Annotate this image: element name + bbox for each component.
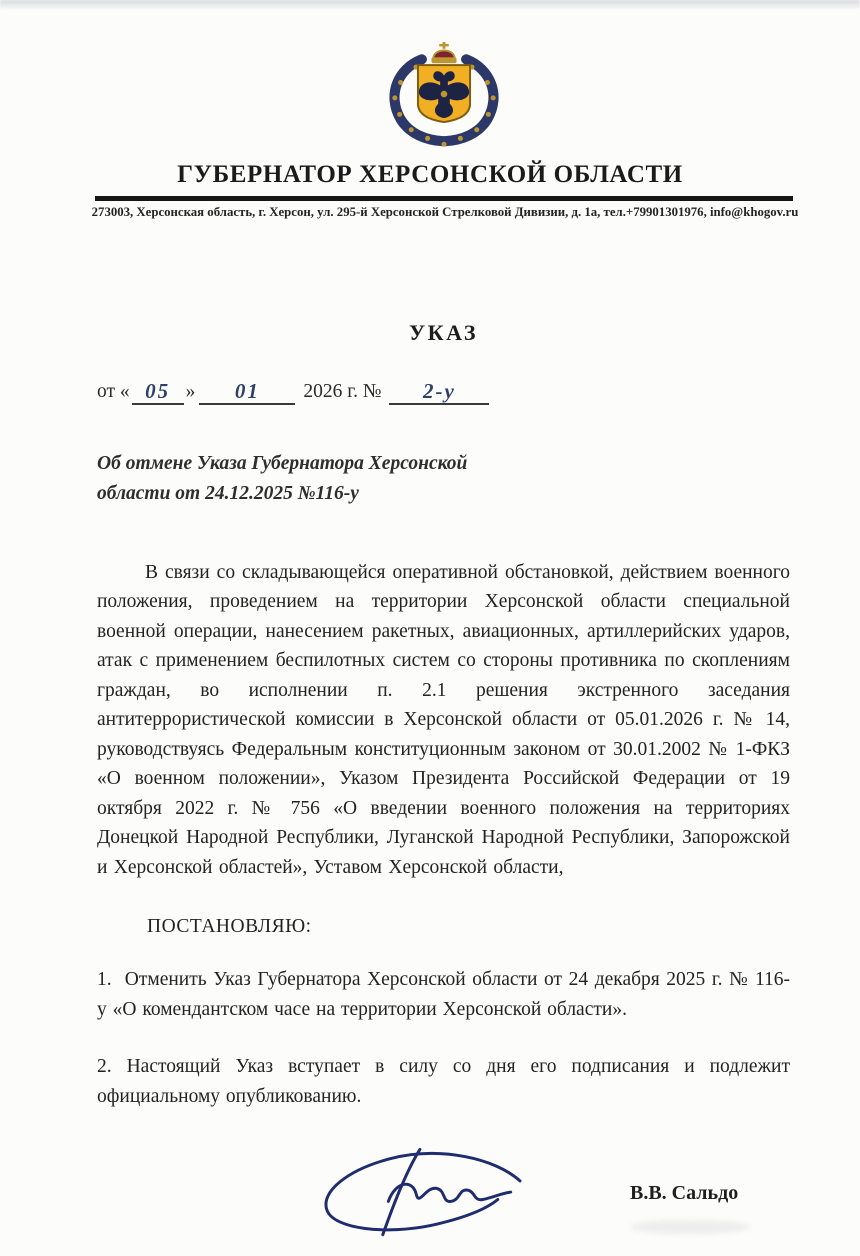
coat-of-arms-icon <box>381 42 507 155</box>
handwritten-month: 01 <box>199 380 295 405</box>
resolution-word: ПОСТАНОВЛЯЮ: <box>147 916 312 938</box>
org-address: 273003, Херсонская область, г. Херсон, ул. 295-й Херсонской Стрелковой Дивизии, д. 1а, тел.+79901301976, info@khogov.ru <box>91 205 799 219</box>
handwritten-decree-number: 2-у <box>389 380 489 405</box>
signer-name: В.В. Сальдо <box>630 1181 739 1204</box>
doc-type-title: УКАЗ <box>408 320 479 345</box>
decree-item-1: 1. Отменить Указ Губернатора Херсонской области от 24 декабря 2025 г. № 116-у «О комендантском часе на территории Херсонской области». <box>97 969 790 1021</box>
crown-shape <box>431 42 456 63</box>
signature-block <box>97 1142 790 1244</box>
decree-item-2: 2. Настоящий Указ вступает в силу со дня его подписания и подлежит официальному опубликованию. <box>97 1056 790 1108</box>
document-content <box>0 320 860 1244</box>
date-prefix: от « <box>97 381 130 403</box>
letterhead-divider <box>95 196 793 201</box>
handwritten-day: 05 <box>132 380 184 405</box>
handwritten-signature-icon <box>297 1142 552 1244</box>
decree-subject: Об отмене Указа Губернатора Херсонской области от 24.12.2025 №116-у <box>97 453 468 505</box>
org-title: ГУБЕРНАТОР ХЕРСОНСКОЙ ОБЛАСТИ <box>177 161 683 188</box>
decree-preamble: В связи со складывающейся оперативной обстановкой, действием военного положения, проведением на территории Херсонской области специальной военной операции, нанесением ракетных, авиационных, артиллерийских ударов, атак с применением беспилотных систем со стороны противника по скоплениям граждан, во исполнении п. 2.1 решения экстренного заседания антитеррористической комиссии в Херсонской области от 05.01.2026 г. № 14, руководствуясь Федеральным конституционным законом от 30.01.2002 № 1-ФКЗ «О военном положении», Указом Президента Российской Федерации от 19 октября 2022 г. № 756 «О введении военного положения на территориях Донецкой Народной Республики, Луганской Народной Республики, Запорожской и Херсонской областей», Уставом Херсонской области, <box>97 561 790 878</box>
date-year-number-label: 2026 г. № <box>303 381 382 403</box>
date-close-quote: » <box>185 381 196 403</box>
letterhead <box>0 0 860 220</box>
date-number-line <box>97 378 790 403</box>
